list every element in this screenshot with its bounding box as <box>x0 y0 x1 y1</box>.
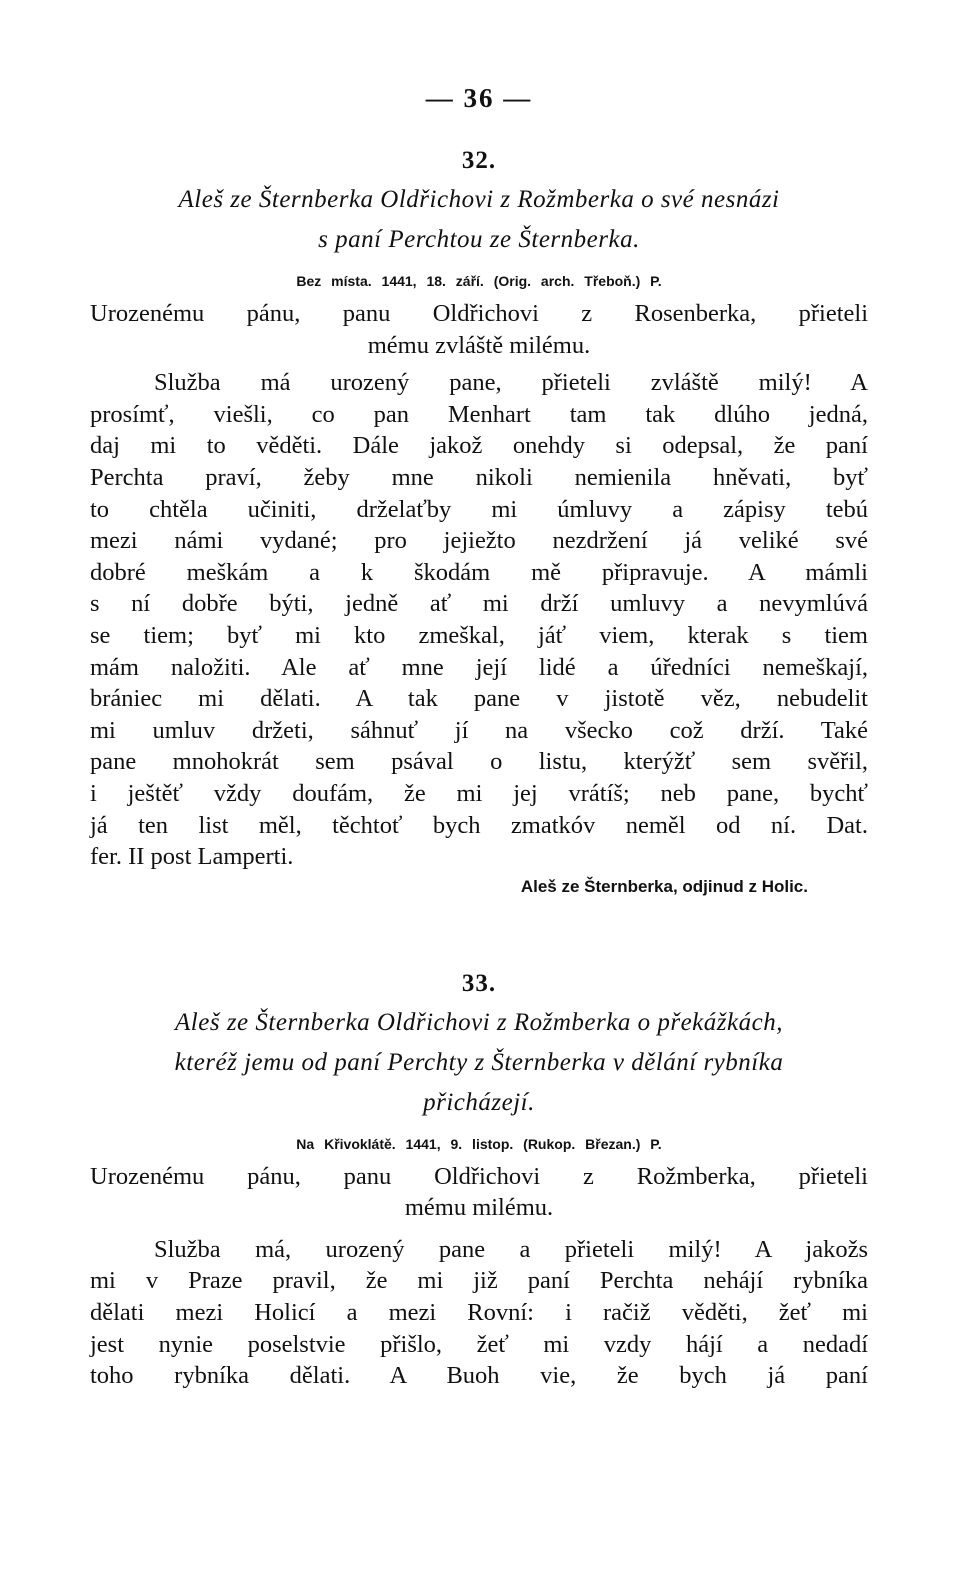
body-line: já ten list měl, těchtoť bych zmatkóv neměl od ní. Dat. <box>90 811 868 839</box>
body-line: bránieс mi dělati. A tak pane v jistotě věz, nebudelit <box>90 685 868 713</box>
body-line: fer. II post Lamperti. <box>90 843 294 871</box>
title-line: přicházejí. <box>423 1088 535 1116</box>
document-page <box>90 80 868 1392</box>
body-line: mi v Praze pravil, že mi již paní Perchta nehájí rybníka <box>90 1267 868 1295</box>
letter-title <box>90 180 868 260</box>
body-line: mi umluv držeti, sáhnuť jí na všecko což drží. Také <box>90 716 868 744</box>
body-line: daj mi to věděti. Dále jakož onehdy si odepsal, že paní <box>90 432 868 460</box>
page-number: — 36 — <box>425 83 533 113</box>
body-line: toho rybníka dělati. A Buoh vie, že bych já paní <box>90 1362 868 1390</box>
letter-32 <box>90 146 868 901</box>
letter-number: 33. <box>461 969 497 997</box>
title-line: kteréž jemu od paní Perchty z Šternberka v dělání rybníka <box>174 1048 784 1076</box>
title-line: Aleš ze Šternberka Oldřichovi z Rožmberka o své nesnázi <box>178 186 780 213</box>
address-line: Urozenému pánu, panu Oldřichovi z Rožmberka, přieteli <box>90 1162 868 1190</box>
letter-source-meta: Na Křivoklátě. 1441, 9. listop. (Rukop. Březan.) P. <box>296 1135 662 1152</box>
body-line: se tiem; byť mi kto zmeškal, jáť viem, kterak s tiem <box>90 621 868 649</box>
body-line: dobré meškám a k škodám mě připravuje. A mámli <box>90 558 868 586</box>
letter-address <box>90 1161 868 1224</box>
body-line: jest nynie poselstvie přišlo, žeť mi vzdy hájí a nedadí <box>90 1330 868 1358</box>
body-line: Služba má, urozený pane a přieteli milý! A jakožs <box>154 1235 868 1263</box>
letter-body <box>90 1234 868 1392</box>
body-line: Služba má urozený pane, přieteli zvláště milý! A <box>154 369 868 397</box>
letter-number: 32. <box>461 147 497 174</box>
body-line: mezi námi vydané; pro jejiežto nezdržení já veliké své <box>90 527 868 555</box>
letter-33 <box>90 969 868 1392</box>
address-line: Urozenému pánu, panu Oldřichovi z Rosenberka, přieteli <box>90 300 868 327</box>
letter-signature: Aleš ze Šternberka, odjinud z Holic. <box>520 876 808 896</box>
body-line: s ní dobře býti, jedně ať mi drží umluvy a nevymlúvá <box>90 590 868 618</box>
title-line: s paní Perchtou ze Šternberka. <box>318 226 640 253</box>
address-line: mému zvláště milému. <box>367 331 591 359</box>
letter-body <box>90 367 868 873</box>
letter-title <box>90 1003 868 1123</box>
body-line: mám naložiti. Ale ať mne její lidé a úředníci nemeškají, <box>90 653 868 681</box>
body-line: dělati mezi Holicí a mezi Rovní: i račiž věděti, žeť mi <box>90 1299 868 1327</box>
address-line: mému milému. <box>404 1194 554 1222</box>
section-gap <box>90 901 868 969</box>
body-line: i ještěť vždy doufám, že mi jej vrátíš; neb pane, bychť <box>90 779 868 807</box>
body-line: Perchta praví, žeby mne nikoli nemienila hněvati, byť <box>90 463 868 491</box>
letter-source-meta: Bez místa. 1441, 18. září. (Orig. arch. Třeboň.) P. <box>296 273 662 289</box>
title-line: Aleš ze Šternberka Oldřichovi z Rožmberka o překážkách, <box>175 1008 783 1036</box>
body-line: pane mnohokrát sem psával o listu, kterýžť sem svěřil, <box>90 748 868 776</box>
letter-address <box>90 298 868 361</box>
body-line: prosímť, viešli, co pan Menhart tam tak dlúho jedná, <box>90 400 868 428</box>
body-line: to chtěla učiniti, drželaťby mi úmluvy a zápisy tebú <box>90 495 868 523</box>
